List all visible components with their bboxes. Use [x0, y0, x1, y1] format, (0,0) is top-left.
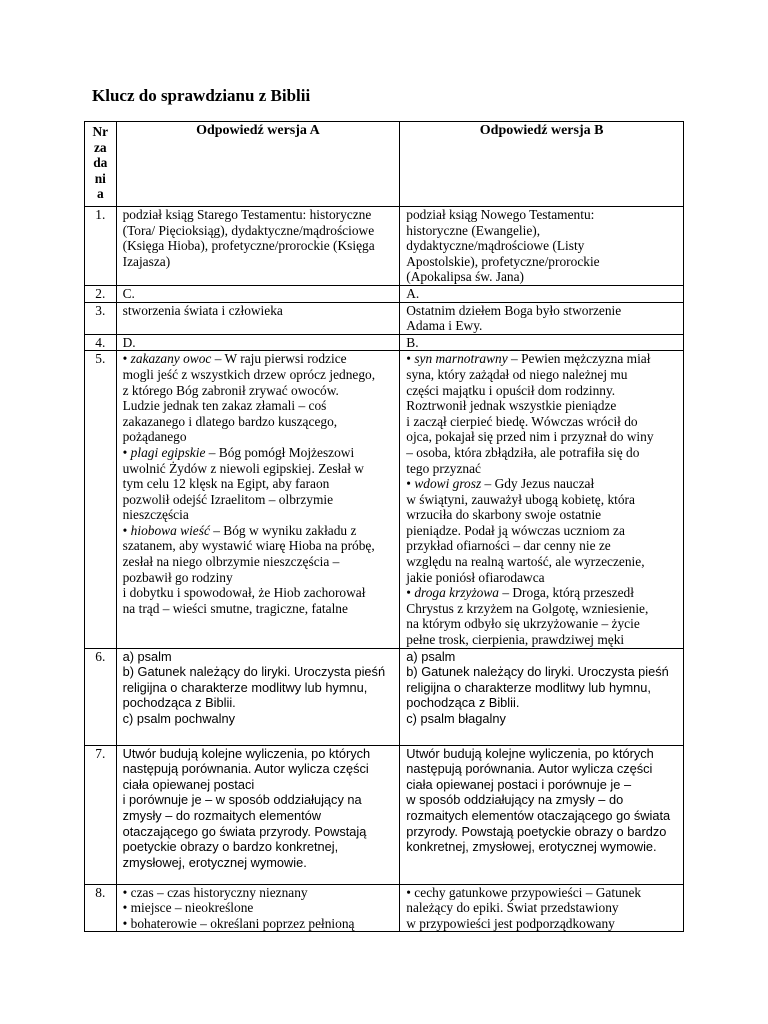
- text-line: pozbawił go rodziny: [122, 569, 233, 585]
- text-line: i porównuje je – w sposób oddziałujący na: [122, 792, 362, 808]
- text-line: mogli jeść z wszystkich drzew oprócz jednego,: [122, 366, 376, 382]
- answer-b: [400, 884, 684, 932]
- row-number: 8.: [85, 884, 117, 932]
- text-line: części majątku i opuścił dom rodzinny.: [406, 382, 616, 398]
- table-row: [85, 745, 684, 884]
- answer-a: stworzenia świata i człowieka: [116, 302, 400, 334]
- header-number: [85, 122, 117, 207]
- bullet-line: • syn marnotrawny – Pewien mężczyzna miał: [406, 351, 651, 367]
- text-line: – osoba, która zbłądziła, ale potrafiła się do: [406, 444, 640, 460]
- text-line: ciała opiewanej postaci: [122, 776, 255, 792]
- table-row: [85, 207, 684, 286]
- table-row: [85, 351, 684, 648]
- text-line: pełne trosk, cierpienia, prawdziwej męki: [406, 632, 625, 648]
- text-line: • cechy gatunkowe przypowieści – Gatunek: [406, 884, 642, 900]
- text-line: Chrystus z krzyżem na Golgotę, wzniesienie,: [406, 600, 649, 616]
- text-line: konkretnej, zmysłowej, erotycznej wymowie.: [406, 839, 657, 855]
- text-line: pieniądze. Podał ją wówczas uczniom za: [406, 522, 625, 538]
- text-line: należący do epiki. Świat przedstawiony: [406, 900, 619, 916]
- text-line: religijna o charakterze modlitwy lub hymnu,: [122, 679, 368, 695]
- header-number-line: a: [96, 186, 104, 202]
- term: zakazany owoc: [130, 351, 212, 367]
- answer-a: C.: [116, 285, 400, 302]
- row-number: 4.: [85, 334, 117, 351]
- text-line: zakazanego i dlatego bardzo kuszącego,: [122, 413, 338, 429]
- text-line: syna, który zażądał od niego należnej mu: [406, 366, 628, 382]
- text-line: c) psalm pochwalny: [122, 711, 235, 726]
- text-line: • czas – czas historyczny nieznany: [122, 884, 308, 900]
- text-line: Roztrwonił jednak wszystkie pieniądze: [406, 398, 617, 414]
- text-line: i zaczął cierpieć biedę. Wówczas wrócił do: [406, 413, 638, 429]
- answer-a: D.: [116, 334, 400, 351]
- text: – Bóg w wyniku zakładu z: [209, 522, 357, 538]
- text-line: pożądanego: [122, 429, 187, 445]
- answer-b: [400, 302, 684, 334]
- text-line: c) psalm błagalny: [406, 711, 506, 726]
- header-version-a: Odpowiedź wersja A: [116, 122, 400, 207]
- header-version-b: Odpowiedź wersja B: [400, 122, 684, 207]
- text-line: wrzuciła do skarbony swoje ostatnie: [406, 507, 602, 523]
- text-line: Izajasza): [122, 253, 171, 269]
- bullet-line: • droga krzyżowa – Droga, którą przeszedł: [406, 585, 634, 601]
- text-line: Utwór budują kolejne wyliczenia, po których: [406, 745, 654, 761]
- table-row: [85, 302, 684, 334]
- bullet-line: • zakazany owoc – W raju pierwsi rodzice: [122, 351, 347, 367]
- answer-b: B.: [400, 334, 684, 351]
- text: – Bóg pomógł Mojżeszowi: [205, 444, 355, 460]
- table-header-row: [85, 122, 684, 207]
- text-line: historyczne (Ewangelie),: [406, 222, 541, 238]
- text-line: (Księga Hioba), profetyczne/prorockie (Księga: [122, 238, 375, 254]
- row-number: 1.: [85, 207, 117, 286]
- header-number-line: ni: [94, 170, 106, 186]
- answer-b: A.: [400, 285, 684, 302]
- text-line: rozmaitych elementów otaczającego go świata: [406, 808, 671, 823]
- text-line: b) Gatunek należący do liryki. Uroczysta pieśń: [406, 664, 669, 680]
- text-line: Ludzie jednak ten zakaz złamali – coś: [122, 398, 327, 414]
- text-line: Utwór budują kolejne wyliczenia, po których: [122, 745, 371, 761]
- row-number: 7.: [85, 745, 117, 884]
- text-line: podział ksiąg Starego Testamentu: historyczne: [122, 207, 372, 222]
- text-line: pochodząca z Biblii.: [406, 695, 520, 711]
- answer-a: [116, 648, 400, 745]
- term: syn marnotrawny: [414, 351, 508, 367]
- answer-a: [116, 884, 400, 932]
- text-line: uwolnić Żydów z niewoli egipskiej. Zesłał w: [122, 460, 364, 476]
- bullet-line: • wdowi grosz – Gdy Jezus nauczał: [406, 476, 595, 492]
- text-line: religijna o charakterze modlitwy lub hymnu,: [406, 679, 651, 695]
- text-line: w świątyni, zauważył ubogą kobietę, która: [406, 491, 635, 507]
- text: – Pewien mężczyzna miał: [507, 351, 651, 367]
- text-line: Adama i Ewy.: [406, 318, 483, 334]
- text-line: następują porównania. Autor wylicza części: [406, 761, 653, 777]
- text-line: a) psalm: [406, 648, 456, 664]
- term: droga krzyżowa: [414, 585, 499, 601]
- answer-a: [116, 351, 400, 648]
- table-row: [85, 285, 684, 302]
- text: – Droga, którą przeszedł: [499, 585, 634, 601]
- table-row: [85, 884, 684, 932]
- text-line: • miejsce – nieokreślone: [122, 900, 254, 916]
- text-line: (Tora/ Pięcioksiąg), dydaktyczne/mądrościowe: [122, 222, 375, 238]
- answer-b: [400, 648, 684, 745]
- table-row: [85, 648, 684, 745]
- answer-b: [400, 207, 684, 286]
- text-line: zmysłowej, erotycznej wymowie.: [122, 854, 307, 870]
- text-line: podział ksiąg Nowego Testamentu:: [406, 207, 595, 222]
- bullet-line: • plagi egipskie – Bóg pomógł Mojżeszowi: [122, 444, 355, 460]
- bullet-line: • hiobowa wieść – Bóg w wyniku zakładu z: [122, 522, 357, 538]
- text-line: i dobytku i spowodował, że Hiob zachorował: [122, 585, 366, 601]
- term: plagi egipskie: [130, 444, 206, 460]
- row-number: 5.: [85, 351, 117, 648]
- text-line: jakie poniósł ofiarodawca: [406, 569, 545, 585]
- row-number: 6.: [85, 648, 117, 745]
- header-number-line: za: [93, 139, 107, 155]
- text-line: na którym odbyło się ukrzyżowanie – życie: [406, 616, 640, 632]
- text-line: na trąd – wieści smutne, tragiczne, fatalne: [122, 600, 348, 616]
- header-number-line: da: [93, 155, 108, 171]
- page-title: Klucz do sprawdzianu z Biblii: [92, 86, 311, 105]
- text-line: w przypowieści jest podporządkowany: [406, 915, 615, 931]
- text-line: b) Gatunek należący do liryki. Uroczysta pieśń: [122, 664, 386, 680]
- text-line: (Apokalipsa św. Jana): [406, 269, 525, 285]
- answer-a: [116, 745, 400, 884]
- text-line: tego przyznać: [406, 460, 481, 476]
- text-line: nieszczęścia: [122, 507, 189, 523]
- text-line: poetyckie obrazy o bardzo konkretnej,: [122, 839, 339, 855]
- text-line: tym celu 12 klęsk na Egipt, aby faraon: [122, 476, 330, 492]
- text-line: ciała opiewanej postaci i porównuje je –: [406, 776, 632, 792]
- header-number-line: Nr: [92, 124, 109, 139]
- row-number: 3.: [85, 302, 117, 334]
- answer-b: [400, 351, 684, 648]
- answer-key-table: [84, 121, 684, 932]
- text-line: Apostolskie), profetyczne/prorockie: [406, 253, 600, 269]
- term: hiobowa wieść: [130, 522, 210, 538]
- text-line: zmysły – do rozmaitych elementów: [122, 808, 322, 823]
- text-line: następują porównania. Autor wylicza części: [122, 761, 369, 777]
- text-line: pozwolił odejść Izraelitom – olbrzymie: [122, 491, 334, 507]
- text-line: otaczającego go świata przyrody. Powstają: [122, 823, 367, 839]
- text-line: w sposób oddziałujący na zmysły – do: [406, 792, 624, 808]
- text-line: szatanem, aby wystawić wiarę Hioba na próbę,: [122, 538, 375, 554]
- text-line: a) psalm: [122, 648, 172, 664]
- text-line: względu na realną wartość, ale wyrzeczenie,: [406, 554, 645, 570]
- text-line: przykład ofiarności – dar cenny nie ze: [406, 538, 611, 554]
- text-line: • bohaterowie – określani poprzez pełnioną: [122, 915, 355, 931]
- text-line: Ostatnim dziełem Boga było stworzenie: [406, 302, 622, 318]
- text-line: pochodząca z Biblii.: [122, 695, 236, 711]
- term: wdowi grosz: [414, 476, 482, 492]
- text-line: z którego Bóg zabronił zrywać owoców.: [122, 382, 339, 398]
- text-line: zesłał na niego olbrzymie nieszczęścia –: [122, 554, 340, 570]
- text: – Gdy Jezus nauczał: [481, 476, 595, 492]
- text-line: ojca, pokajał się przed nim i przyznał do winy: [406, 429, 654, 445]
- row-number: 2.: [85, 285, 117, 302]
- answer-b: [400, 745, 684, 884]
- answer-a: [116, 207, 400, 286]
- text-line: przyrody. Powstają poetyckie obrazy o bardzo: [406, 823, 667, 839]
- text-line: dydaktyczne/mądrościowe (Listy: [406, 238, 585, 254]
- text: – W raju pierwsi rodzice: [211, 351, 347, 367]
- table-row: [85, 334, 684, 351]
